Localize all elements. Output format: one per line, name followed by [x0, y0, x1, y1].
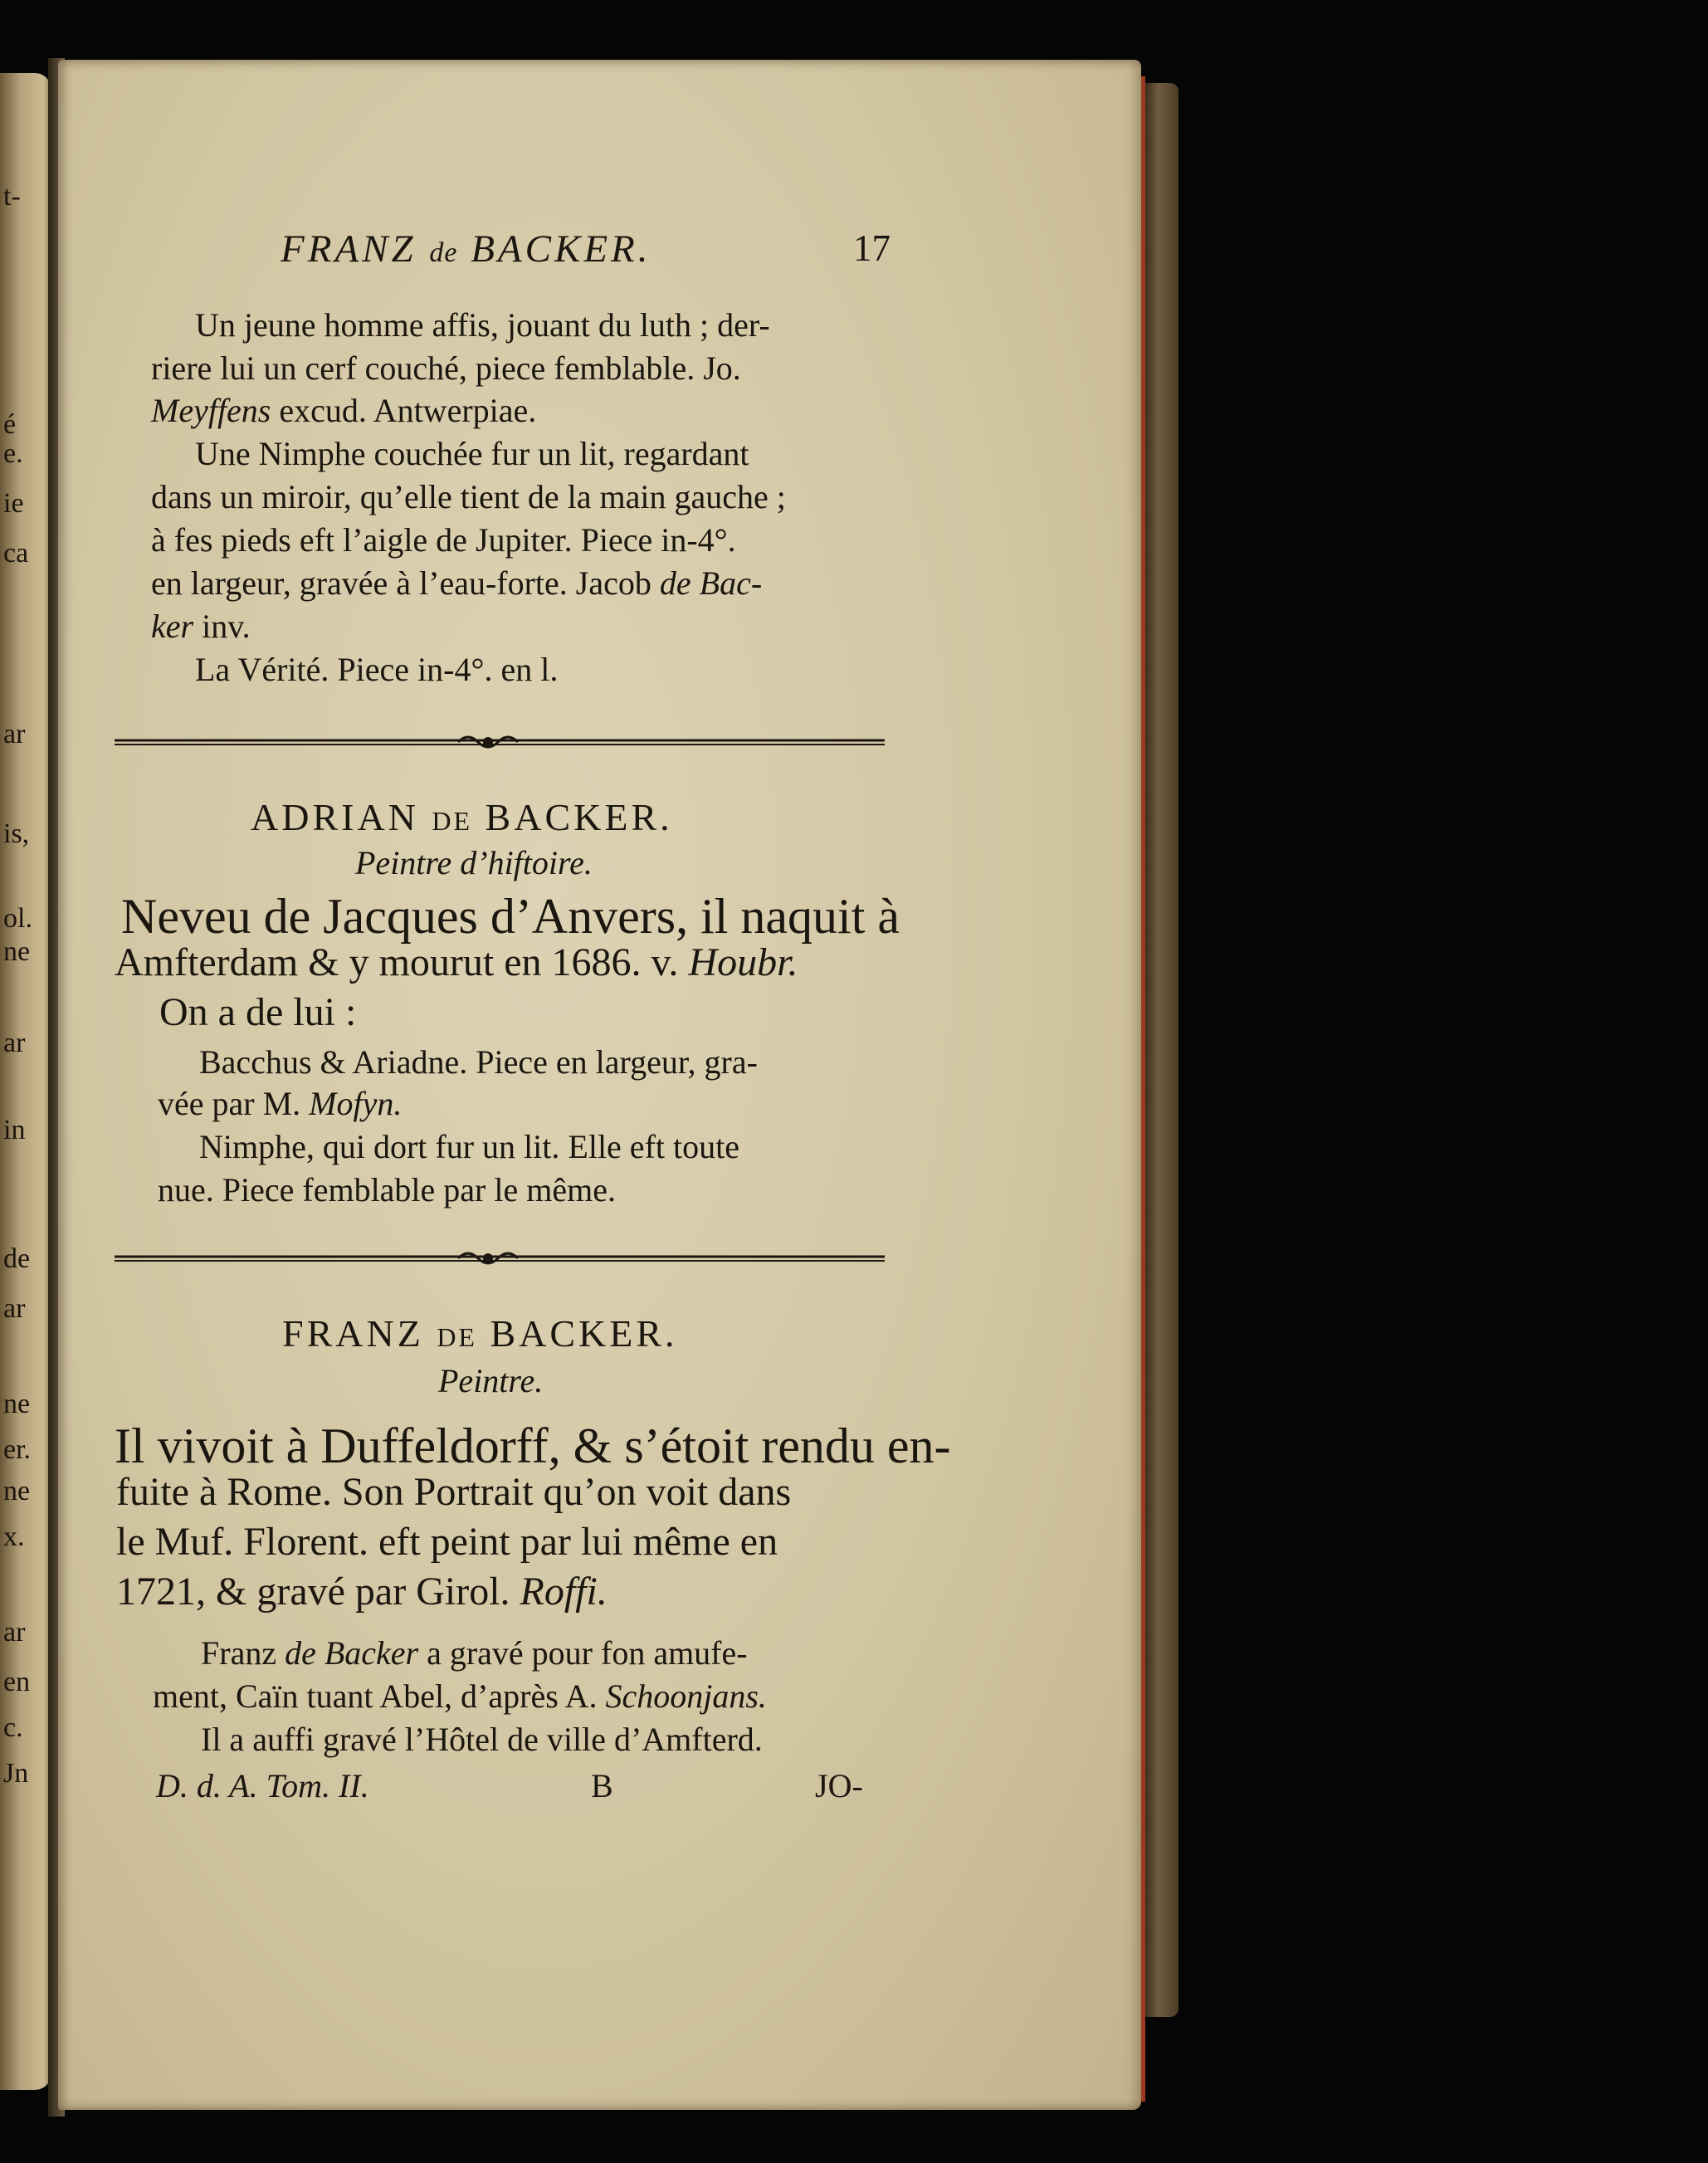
- entry-subtitle: Peintre.: [438, 1362, 544, 1399]
- text-line: fuite à Rome. Son Portrait qu’on voit dans: [116, 1470, 792, 1514]
- prev-page-fragment: er.: [3, 1434, 32, 1465]
- prev-page-fragment: ar: [3, 1617, 26, 1648]
- entry-title: FRANZ DE BACKER.: [282, 1312, 678, 1355]
- text-line: Amfterdam & y mourut en 1686. v. Houbr.: [115, 940, 798, 984]
- text-line: Il vivoit à Duffeldorff, & s’étoit rendu en-: [115, 1418, 951, 1473]
- prev-page-fragment: ol.: [3, 903, 32, 934]
- text-line: Une Nimphe couchée fur un lit, regardant: [195, 435, 749, 472]
- text-line: Nimphe, qui dort fur un lit. Elle eft toute: [199, 1128, 739, 1165]
- text-line: en largeur, gravée à l’eau-forte. Jacob de Bac-: [151, 564, 763, 602]
- prev-page-fragment: ca: [3, 538, 29, 569]
- prev-page-fragment: Jn: [3, 1758, 29, 1789]
- text-line: Il a auffi gravé l’Hôtel de ville d’Amfterd.: [201, 1721, 763, 1758]
- prev-page-fragment: ne: [3, 936, 31, 967]
- prev-page-fragment: ar: [3, 719, 26, 749]
- text-line: dans un miroir, qu’elle tient de la main gauche ;: [151, 478, 786, 515]
- prev-page-fragment: ar: [3, 1028, 26, 1058]
- text-line: Franz de Backer a gravé pour fon amufe-: [201, 1634, 748, 1672]
- catchword: JO-: [815, 1767, 863, 1804]
- text-line: Meyffens excud. Antwerpiae.: [151, 392, 537, 429]
- ornamental-rule: [110, 730, 890, 754]
- prev-page-fragment: de: [3, 1243, 31, 1274]
- text-line: vée par M. Mofyn.: [158, 1085, 403, 1122]
- text-line: La Vérité. Piece in-4°. en l.: [195, 651, 559, 688]
- entry-title: ADRIAN DE BACKER.: [251, 796, 673, 838]
- prev-page-fragment: c.: [3, 1712, 23, 1743]
- text-line: On a de lui :: [159, 990, 357, 1034]
- ornamental-rule: [110, 1247, 890, 1270]
- text-line: Un jeune homme affis, jouant du luth ; der-: [195, 306, 770, 344]
- prev-page-fragment: is,: [3, 818, 30, 849]
- prev-page-fragment: x.: [3, 1521, 25, 1552]
- prev-page-fragment: t-: [3, 181, 21, 212]
- signature-line: D. d. A. Tom. II.: [156, 1767, 369, 1804]
- prev-page-fragment: in: [3, 1115, 26, 1145]
- book-page: [58, 60, 1141, 2110]
- prev-page-fragment: ne: [3, 1389, 31, 1419]
- book-cover-edge: [1145, 83, 1179, 2017]
- previous-page-edge: [0, 73, 51, 2090]
- text-line: le Muf. Florent. eft peint par lui même en: [116, 1520, 778, 1564]
- running-head: FRANZ de BACKER.: [281, 227, 651, 271]
- prev-page-fragment: e.: [3, 438, 23, 469]
- text-line: nue. Piece femblable par le même.: [158, 1171, 616, 1208]
- prev-page-fragment: é: [3, 409, 17, 440]
- text-line: Neveu de Jacques d’Anvers, il naquit à: [121, 889, 900, 944]
- prev-page-fragment: en: [3, 1667, 31, 1697]
- text-line: ker inv.: [151, 608, 251, 645]
- page-number: 17: [853, 227, 891, 269]
- text-line: ment, Caïn tuant Abel, d’après A. Schoonjans.: [153, 1677, 767, 1715]
- text-line: à fes pieds eft l’aigle de Jupiter. Piece in-4°.: [151, 521, 736, 559]
- entry-subtitle: Peintre d’hiftoire.: [355, 844, 593, 881]
- text-line: 1721, & gravé par Girol. Roffi.: [116, 1570, 608, 1614]
- prev-page-fragment: ar: [3, 1293, 26, 1324]
- text-line: riere lui un cerf couché, piece femblable. Jo.: [151, 349, 741, 387]
- prev-page-fragment: ne: [3, 1476, 31, 1506]
- prev-page-fragment: ie: [3, 488, 24, 519]
- signature-mark: B: [591, 1767, 613, 1804]
- text-line: Bacchus & Ariadne. Piece en largeur, gra-: [199, 1043, 758, 1081]
